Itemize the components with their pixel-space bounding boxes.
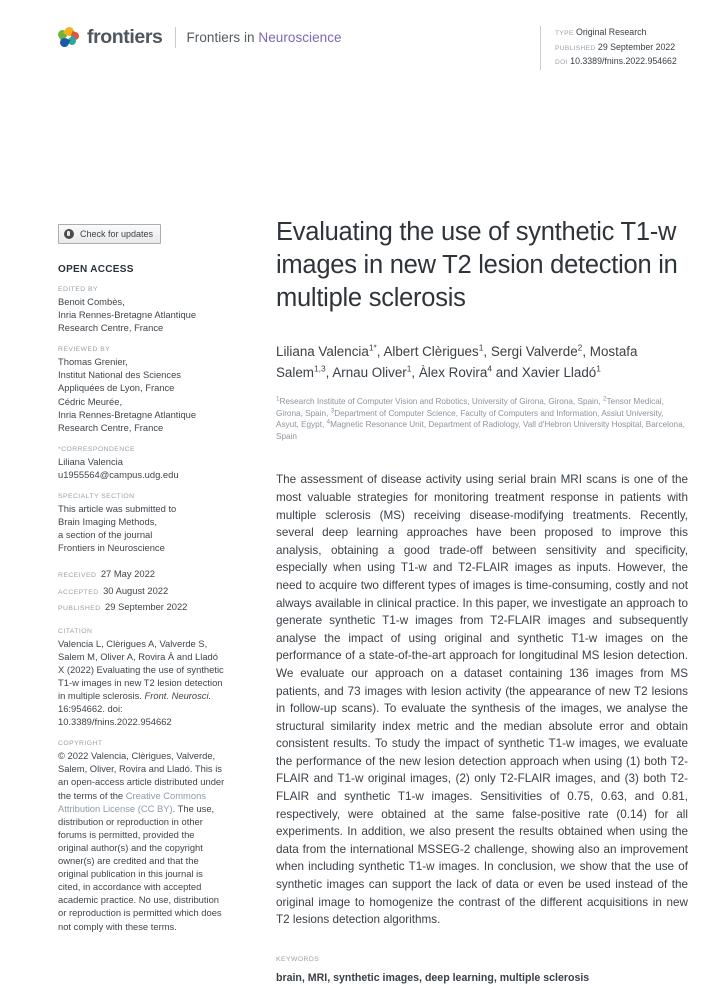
author-name[interactable]: Arnau Oliver$^1$ [332, 363, 412, 380]
author-list: Liliana Valencia$^{1*}$, Albert Clèrigues$^1$, Sergi Valverde$^2$, Mostafa Salem$^{1,3}$, Arnau Oliver$^1$, Àlex Rovira$^4$ and Xavier Lladó$^1$ [276, 342, 638, 380]
affiliation-text: Magnetic Resonance Unit, Department of Radiology, Vall d'Hebron University Hospital, Barcelona, Spain [276, 420, 685, 441]
check-for-updates-label: Check for updates [80, 229, 154, 239]
open-access-badge: OPEN ACCESS [58, 264, 134, 275]
affiliation-marker: 2 [602, 395, 607, 403]
journal-accent: Neuroscience [258, 30, 342, 45]
copyright-section [58, 740, 226, 932]
edited-by-section [58, 286, 226, 334]
meta-label-doi: DOI [555, 59, 568, 67]
keywords-text: brain, MRI, synthetic images, deep learning, multiple sclerosis [276, 971, 590, 984]
affiliation-text: Research Institute of Computer Vision and Robotics, University of Girona, Girona, Spain, [279, 397, 603, 406]
author-affiliation-marker: 1 [596, 363, 601, 374]
meta-label-type: TYPE [555, 30, 574, 37]
author-name[interactable]: Àlex Rovira$^4$ [418, 363, 493, 380]
copyright-text [58, 749, 226, 932]
cc-license-link[interactable]: Creative Commons Attribution License (CC BY) [58, 789, 206, 814]
citation-label: CITATION [58, 627, 93, 635]
accepted-value: 30 August 2022 [103, 584, 169, 596]
author-affiliation-marker: 4 [487, 363, 493, 374]
correspondence-email[interactable]: u1955564@campus.udg.edu [58, 468, 179, 480]
accepted-row [58, 583, 226, 599]
edited-by-label: EDITED BY [58, 286, 98, 293]
specialty-label: SPECIALTY SECTION [58, 493, 135, 501]
citation-volume: 16:954662. [58, 703, 105, 715]
meta-row-published [555, 41, 677, 56]
author-name[interactable]: Liliana Valencia$^{1*}$ [276, 342, 377, 359]
correspondence-name: Liliana Valencia [58, 455, 123, 467]
page-title: Evaluating the use of synthetic T1-w images in new T2 lesion detection in multiple sclerosis [276, 218, 678, 312]
edited-by-value: Benoit Combès, Inria Rennes-Bretagne Atlantique Research Centre, France [58, 296, 197, 334]
accepted-label: ACCEPTED [58, 588, 99, 596]
reviewed-by-section [58, 346, 226, 434]
check-for-updates-button[interactable] [58, 224, 161, 244]
citation-text [58, 637, 226, 729]
published-label: PUBLISHED [58, 605, 101, 613]
masthead [58, 26, 342, 49]
main-content [276, 216, 688, 986]
meta-row-doi [555, 55, 677, 70]
citation-body: Valencia L, Clèrigues A, Valverde S, Salem M, Oliver A, Rovira À and Lladó X (2022) Evaluating the use of synthetic T1-w images in new T2 lesion detection in multiple sclerosis. [58, 637, 224, 701]
journal-name [187, 30, 342, 45]
author-name[interactable]: Mostafa Salem$^{1,3}$ [276, 344, 638, 380]
received-label: RECEIVED [58, 572, 97, 580]
author-affiliation-marker: 1* [368, 342, 377, 353]
received-row [58, 566, 226, 582]
affiliation-marker: 4 [326, 418, 331, 426]
affiliation-list [276, 396, 688, 442]
sidebar [58, 224, 226, 945]
copyright-part2: . The use, distribution or reproduction in other forums is permitted, provided the original author(s) and the copyright owner(s) are credited and that the original publication in this journal is cited, in accordance with accepted academic practice. No use, distribution or reproduction is permitted which does not comply with these terms. [58, 802, 222, 932]
crossmark-icon [63, 228, 75, 240]
reviewed-by-value: Thomas Grenier, Institut National des Sciences Appliquées de Lyon, France Cédric Meurée, Inria Rennes-Bretagne Atlantique Research Centre, France [58, 356, 197, 433]
citation-section [58, 628, 226, 729]
published-value: 29 September 2022 [105, 601, 188, 613]
header-metadata [540, 26, 677, 70]
published-row [58, 599, 226, 615]
affiliation-text: Tensor Medical, Girona, Spain, [276, 397, 664, 418]
frontiers-wordmark: frontiers [87, 26, 163, 48]
citation-journal: Front. Neurosci. [144, 690, 212, 701]
correspondence-label: *CORRESPONDENCE [58, 445, 135, 453]
author-affiliation-marker: 2 [577, 342, 583, 353]
keywords-label: KEYWORDS [276, 955, 320, 963]
abstract-text: The assessment of disease activity using serial brain MRI scans is one of the most valuable strategies for monitoring treatment response in patients with multiple sclerosis (MS) receiving disease-modifying treatments. Recently, several deep learning approaches have been proposed to improve this analysis, obtaining a good trade-off between sensitivity and specificity, especially when using T1-w and T2-FLAIR images as inputs. However, the need to acquire two different types of images is time-consuming, costly and not always available in clinical practice. In this paper, we investigate an approach to generate synthetic T1-w images from T2-FLAIR images and subsequently analyse the impact of using original and synthetic T1-w images on the performance of a state-of-the-art approach for longitudinal MS lesion detection. We evaluate our approach on a dataset containing 136 images from MS patients, and 73 images with lesion activity (the appearance of new T2 lesions in follow-up scans). To evaluate the synthesis of the images, we analyse the structural similarity index metric and the median absolute error and obtain consistent results. To study the impact of synthetic T1-w images, we evaluate the performance of the new lesion detection approach when using (1) both T2-FLAIR and T1-w original images, (2) only T2-FLAIR images, and (3) both T2-FLAIR and synthetic T1-w images. Sensitivities of 0.75, 0.63, and 0.81, respectively, were obtained at the same false-positive rate (0.14) for all experiments. In addition, we also present the results obtained when using the data from the international MSSEG-2 challenge, showing also an improvement when including synthetic T1-w images. In conclusion, we show that the use of synthetic images can support the lack of data or even be used instead of the original image to homogenize the contrast of the different acquisitions in new T2 lesions detection algorithms. [276, 473, 688, 927]
meta-value-type: Original Research [576, 27, 647, 37]
author-affiliation-marker: 1,3 [313, 363, 326, 374]
copyright-part1: © 2022 Valencia, Clèrigues, Valverde, Salem, Oliver, Rovira and Lladó. This is an open-access article distributed under the terms of the [58, 750, 225, 801]
meta-row-type [555, 26, 677, 41]
copyright-label: COPYRIGHT [58, 740, 103, 748]
masthead-divider [175, 27, 176, 48]
affiliation-text: Department of Computer Science, Faculty of Computers and Information, Assiut University, Asyut, Egypt, [276, 408, 664, 430]
affiliation-marker: 3 [330, 406, 335, 414]
author-name[interactable]: Xavier Lladó$^1$ [521, 363, 601, 380]
received-value: 27 May 2022 [100, 568, 156, 580]
specialty-text: This article was submitted to Brain Imaging Methods, a section of the journal Frontiers in Neuroscience [58, 503, 177, 554]
author-affiliation-marker: 1 [406, 363, 412, 374]
meta-value-published: 29 September 2022 [597, 41, 676, 52]
meta-label-published: PUBLISHED [555, 44, 596, 52]
dates-section [58, 566, 226, 615]
affiliation-marker: 1 [276, 395, 280, 403]
specialty-section [58, 493, 226, 554]
reviewed-by-label: REVIEWED BY [58, 346, 111, 354]
author-affiliation-marker: 1 [478, 342, 484, 353]
meta-value-doi[interactable]: 10.3389/fnins.2022.954662 [570, 56, 677, 67]
frontiers-logo-icon [58, 27, 80, 49]
author-name[interactable]: Albert Clèrigues$^1$ [383, 342, 484, 359]
correspondence-section [58, 446, 226, 481]
citation-doi[interactable]: doi: 10.3389/fnins.2022.954662 [58, 703, 172, 728]
journal-prefix: Frontiers in [186, 30, 259, 45]
author-name[interactable]: Sergi Valverde$^2$ [490, 342, 583, 359]
